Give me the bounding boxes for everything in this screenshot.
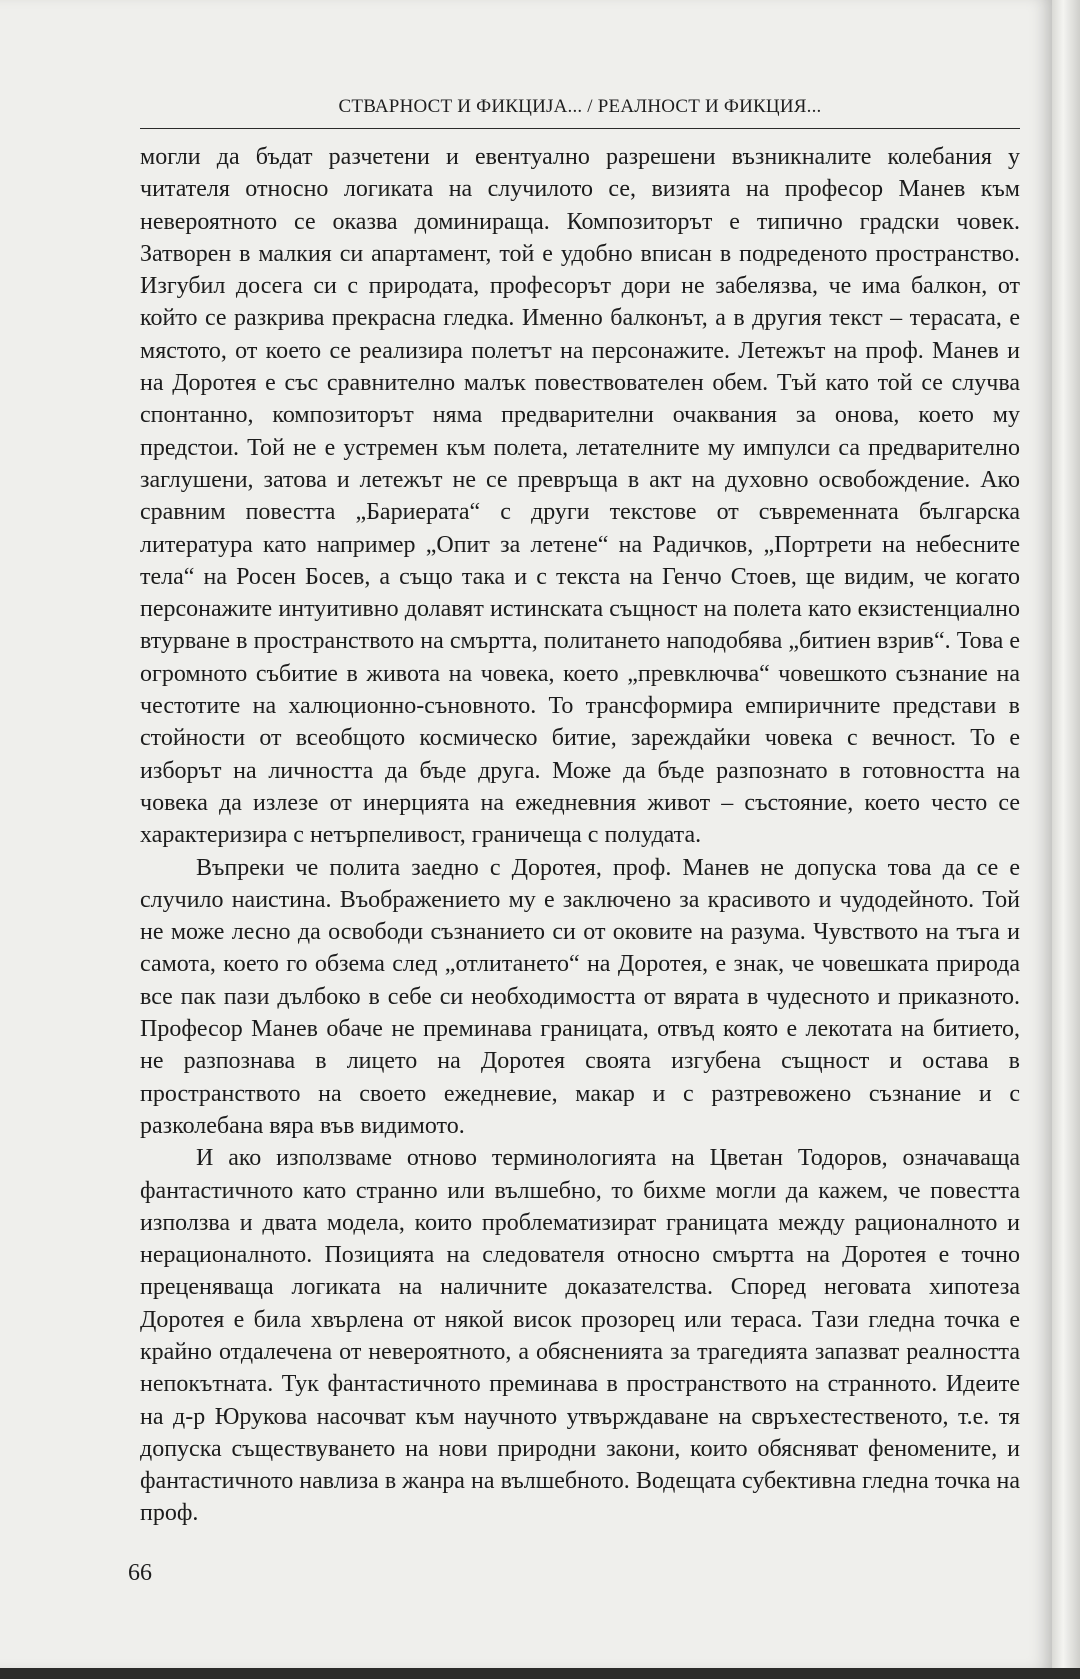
main-text — [140, 141, 1020, 1530]
page-number: 66 — [128, 1560, 152, 1586]
scan-border — [0, 1668, 1080, 1679]
paragraph-2: Въпреки че полита заедно с Доротея, проф. Манев не допуска това да се е случило наистина. Въображението му е заключено за красивото и чудодейното. Той не може лесно да освободи съзнанието си от оковите на разума. Чувството на тъга и самота, което го обзема след „отлитането“ на Доротея, е знак, че човешката природа все пак пази дълбоко в себе си необходимостта от вярата в чудесното и приказното. Професор Манев обаче не преминава границата, отвъд която е лекотата на битието, не разпознава в лицето на Доротея своята изгубена същност и остава в пространството на своето ежедневие, макар и с разтревожено съзнание и с разколебана вяра във видимото. — [140, 854, 1020, 1139]
running-header: СТВАРНОСТ И ФИКЦИЈА... / РЕАЛНОСТ И ФИКЦИЯ... — [338, 96, 822, 117]
paragraph-3: И ако използваме отново терминологията на Цветан Тодоров, означаваща фантастичното като странно или вълшебно, то бихме могли да кажем, че повестта използва и двата модела, които проблематизират границата между рационалното и нерационалното. Позицията на следователя относно смъртта на Доротея е точно преценяваща логиката на наличните доказателства. Според неговата хипотеза Доротея е била хвърлена от някой висок прозорец или тераса. Тази гледна точка е крайно отдалечена от невероятното, а обясненията за трагедията запазват реалността непокътната. Тук фантастичното преминава в пространството на странното. Идеите на д-р Юрукова насочват към научното утвърждаване на свръхестественото, т.е. тя допуска съществуването на нови природни закони, които обясняват феномените, и фантастичното навлиза в жанра на вълшебното. Водещата субективна гледна точка на проф. — [140, 1145, 1020, 1527]
paragraph-1: могли да бъдат разчетени и евентуално разрешени възникналите колебания у читателя относно логиката на случилото се, визията на професор Манев към невероятното се оказва доминираща. Композиторът е типично градски човек. Затворен в малкия си апартамент, той е удобно вписан в подреденото пространство. Изгубил досега си с природата, професорът дори не забелязва, че има балкон, от който се разкрива прекрасна гледка. Именно балконът, а в другия текст – терасата, е мястото, от което се реализира полетът на персонажите. Летежът на проф. Манев и на Доротея е със сравнително малък повествователен обем. Тъй като той се случва спонтанно, композиторът няма предварителни очаквания за онова, което му предстои. Той не е устремен към полета, летателните му импулси са предварително заглушени, затова и летежът не се превръща в акт на духовно освобождение. Ако сравним повестта „Бариерата“ с други текстове от съвременната българска литература като например „Опит за летене“ на Радичков, „Портрети на небесните тела“ на Росен Босев, а също така и с текста на Генчо Стоев, ще видим, че когато персонажите интуитивно долавят истинската същност на полета като екзистенциално втурване в пространството на смъртта, политането наподобява „битиен взрив“. Това е огромното събитие в живота на човека, което „превключва“ човешкото съзнание на честотите на халюционно-съновното. То трансформира емпиричните представи в стойности от всеобщото космическо битие, зареждайки човека с вечност. То е изборът на личността да бъде друга. Може да бъде разпознато в готовността на човека да излезе от инерцията на ежедневния живот – състояние, което често се характеризира с нетърпеливост, граничеща с полудата. — [140, 144, 1020, 849]
page-edge — [1052, 0, 1080, 1679]
header-rule — [140, 128, 1020, 129]
